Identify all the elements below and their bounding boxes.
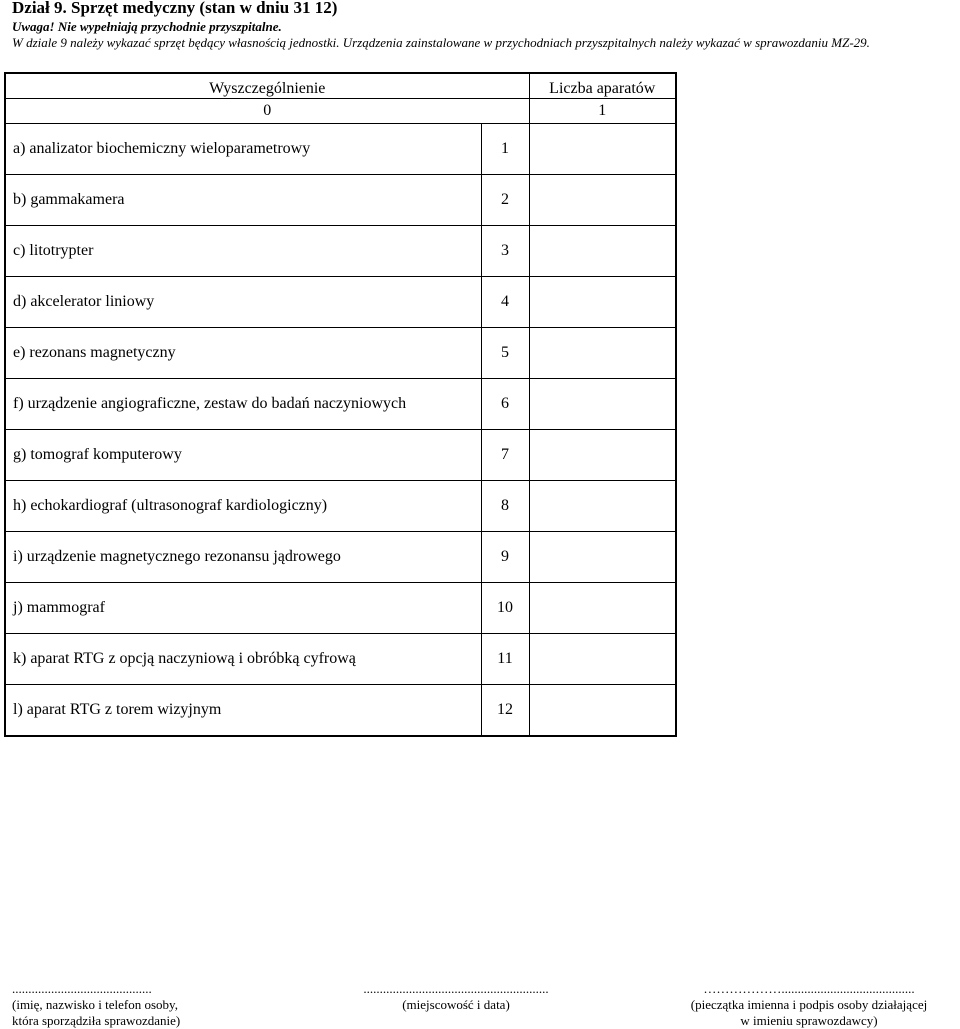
row-number: 4	[481, 277, 529, 328]
row-label: e) rezonans magnetyczny	[5, 328, 481, 379]
row-number: 2	[481, 175, 529, 226]
table-row	[5, 532, 676, 583]
row-number: 6	[481, 379, 529, 430]
table-row	[5, 328, 676, 379]
count-input-cell[interactable]	[529, 328, 676, 379]
count-input-cell[interactable]	[529, 430, 676, 481]
header-row	[5, 73, 676, 99]
count-input-cell[interactable]	[529, 379, 676, 430]
row-label: f) urządzenie angiograficzne, zestaw do badań naczyniowych	[5, 379, 481, 430]
instruction-note: W dziale 9 należy wykazać sprzęt będący własnością jednostki. Urządzenia zainstalowane w przychodniach przyszpitalnych należy wykazać w sprawozdaniu MZ-29.	[12, 35, 870, 50]
column-header-count: Liczba aparatów	[529, 73, 676, 99]
table-row	[5, 175, 676, 226]
row-label: d) akcelerator liniowy	[5, 277, 481, 328]
table-row	[5, 430, 676, 481]
table-row	[5, 481, 676, 532]
row-number: 7	[481, 430, 529, 481]
preparer-signature-line[interactable]: ...........................................	[12, 981, 152, 996]
column-header-description: Wyszczególnienie	[5, 73, 529, 99]
row-label: j) mammograf	[5, 583, 481, 634]
table-row	[5, 277, 676, 328]
row-label: c) litotrypter	[5, 226, 481, 277]
preparer-signature-block	[12, 981, 212, 1029]
row-number: 10	[481, 583, 529, 634]
row-label: g) tomograf komputerowy	[5, 430, 481, 481]
row-label: a) analizator biochemiczny wieloparametrowy	[5, 124, 481, 175]
table-row	[5, 124, 676, 175]
count-input-cell[interactable]	[529, 634, 676, 685]
equipment-table	[4, 72, 677, 737]
count-input-cell[interactable]	[529, 124, 676, 175]
stamp-signature-line[interactable]: ……………….........................................	[703, 981, 915, 996]
table-row	[5, 634, 676, 685]
table-row	[5, 685, 676, 737]
row-number: 1	[481, 124, 529, 175]
row-number: 5	[481, 328, 529, 379]
count-input-cell[interactable]	[529, 175, 676, 226]
count-input-cell[interactable]	[529, 226, 676, 277]
count-input-cell[interactable]	[529, 532, 676, 583]
row-label: l) aparat RTG z torem wizyjnym	[5, 685, 481, 737]
row-label: k) aparat RTG z opcją naczyniową i obróbką cyfrową	[5, 634, 481, 685]
table-row	[5, 226, 676, 277]
row-label: i) urządzenie magnetycznego rezonansu jądrowego	[5, 532, 481, 583]
preparer-caption-line2: która sporządziła sprawozdanie)	[12, 1013, 181, 1028]
count-input-cell[interactable]	[529, 481, 676, 532]
row-number: 8	[481, 481, 529, 532]
row-label: h) echokardiograf (ultrasonograf kardiologiczny)	[5, 481, 481, 532]
place-date-line[interactable]: .........................................................	[363, 981, 549, 996]
row-number: 3	[481, 226, 529, 277]
table-row	[5, 583, 676, 634]
table-row	[5, 379, 676, 430]
count-input-cell[interactable]	[529, 583, 676, 634]
warning-note: Uwaga! Nie wypełniają przychodnie przyszpitalne.	[12, 19, 282, 34]
column-number-row	[5, 99, 676, 124]
count-input-cell[interactable]	[529, 277, 676, 328]
preparer-caption-line1: (imię, nazwisko i telefon osoby,	[12, 997, 178, 1012]
row-number: 9	[481, 532, 529, 583]
column-number-description: 0	[5, 99, 529, 124]
row-number: 12	[481, 685, 529, 737]
stamp-caption-line1: (pieczątka imienna i podpis osoby działającej	[690, 997, 928, 1012]
column-number-count: 1	[529, 99, 676, 124]
stamp-signature-block	[664, 981, 954, 1029]
stamp-caption-line2: w imieniu sprawozdawcy)	[740, 1013, 878, 1028]
row-number: 11	[481, 634, 529, 685]
place-date-block	[356, 981, 556, 1013]
count-input-cell[interactable]	[529, 685, 676, 737]
section-title: Dział 9. Sprzęt medyczny (stan w dniu 31 12)	[12, 0, 338, 17]
place-date-caption: (miejscowość i data)	[402, 997, 510, 1012]
row-label: b) gammakamera	[5, 175, 481, 226]
